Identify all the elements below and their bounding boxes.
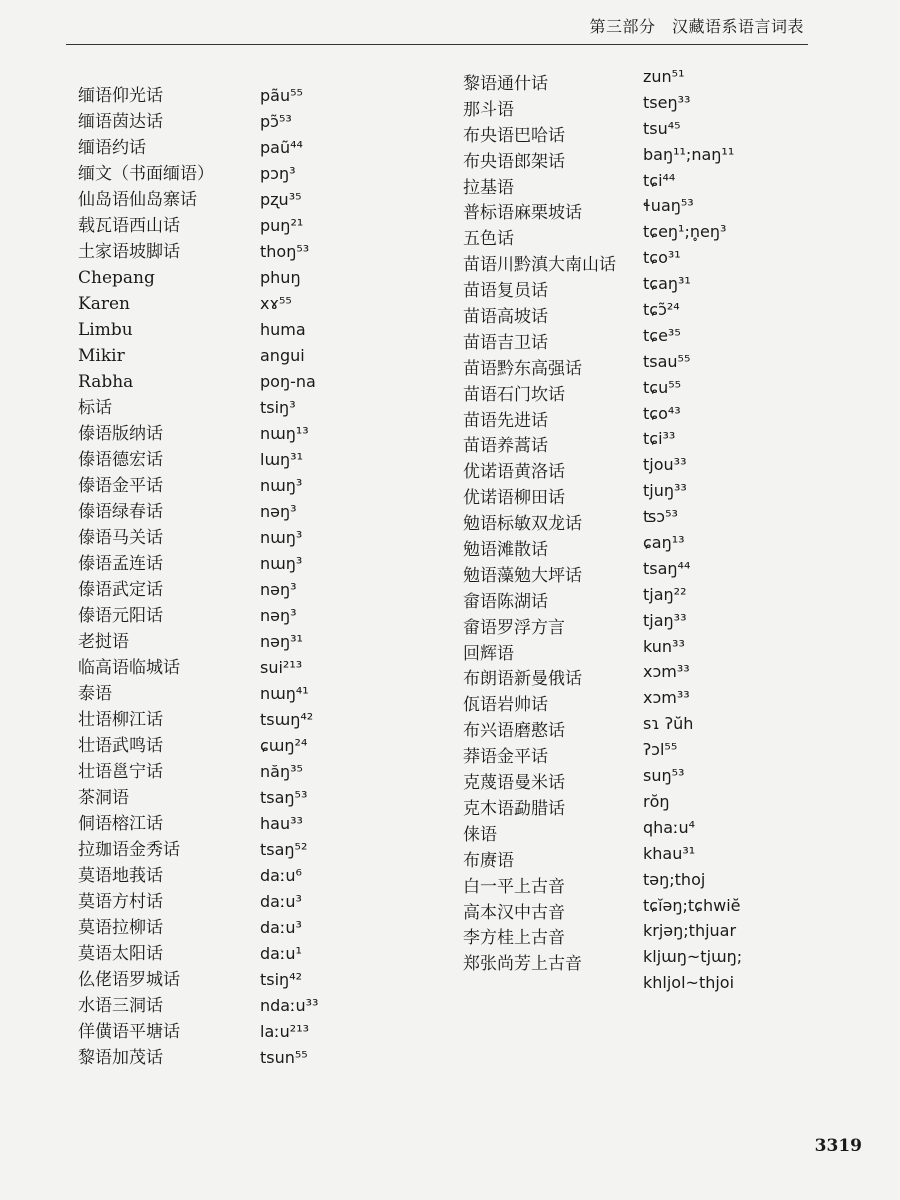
word-form: ɕɯŋ²⁴	[260, 736, 308, 755]
word-form: kun³³	[643, 636, 685, 656]
word-form: tsiŋ⁴²	[260, 970, 303, 989]
word-form: zun⁵¹	[643, 67, 685, 86]
word-form: năŋ³⁵	[260, 762, 303, 781]
language-name: 苗语复员话	[463, 281, 548, 302]
word-form: tɕe³⁵	[643, 325, 681, 345]
word-form: tɕu⁵⁵	[643, 377, 682, 397]
language-name: 缅语仰光话	[78, 86, 163, 106]
language-name: 普标语麻栗坡话	[463, 203, 582, 224]
language-name: 傣语金平话	[78, 476, 163, 496]
language-name: 苗语养蒿话	[463, 436, 548, 457]
word-form: kljɯŋ~tjɯŋ;	[643, 947, 743, 967]
language-name: 黎语通什话	[463, 74, 548, 94]
language-name: 那斗语	[463, 99, 514, 120]
word-form: sɿ ʔŭh	[643, 714, 694, 734]
language-name: 黎语加茂话	[78, 1048, 163, 1068]
word-form: phuŋ	[260, 268, 301, 287]
language-name: 仙岛语仙岛寨话	[78, 190, 197, 210]
language-name: 土家语坡脚话	[78, 242, 180, 262]
word-form: nəŋ³	[260, 580, 297, 599]
language-name: Rabha	[78, 372, 134, 392]
word-form: rŏŋ	[643, 791, 670, 811]
word-form: ndaːu³³	[260, 996, 319, 1015]
language-name: 郑张尚芳上古音	[463, 954, 582, 975]
language-name: Karen	[78, 294, 130, 314]
word-form: tjaŋ²²	[643, 584, 687, 604]
language-name: 勉语标敏双龙话	[463, 514, 582, 535]
language-name: 苗语黔东高强话	[463, 358, 582, 379]
language-name: 缅语茵达话	[78, 112, 163, 132]
language-name: 莫语太阳话	[78, 944, 163, 964]
word-form: puŋ²¹	[260, 216, 304, 235]
word-form: daːu³	[260, 918, 302, 937]
word-form: laːu²¹³	[260, 1022, 310, 1041]
running-header: 第三部分 汉藏语系语言词表	[589, 17, 804, 36]
language-name: 傣语孟连话	[78, 554, 163, 574]
word-form: tɕaŋ³¹	[643, 274, 691, 294]
language-name: 白一平上古音	[463, 876, 565, 897]
language-name: 莫语地莪话	[78, 866, 163, 886]
language-name: 克木语勐腊话	[463, 798, 565, 819]
word-form: khljol~thjoi	[643, 973, 735, 993]
language-name: 茶洞语	[78, 788, 129, 808]
word-form: nɯŋ³	[260, 528, 303, 547]
word-form: tsaŋ⁵²	[260, 840, 308, 859]
language-name: 傣语版纳话	[78, 424, 163, 444]
word-form: tɕi³³	[643, 429, 676, 449]
word-form: ʦɔ⁵³	[643, 507, 678, 527]
word-form: tsu⁴⁵	[643, 118, 681, 138]
language-name: 佯僙语平塘话	[78, 1022, 180, 1042]
language-name: 高本汉中古音	[463, 902, 565, 923]
language-name: 拉珈语金秀话	[78, 840, 180, 860]
word-form: tɕi⁴⁴	[643, 170, 676, 190]
language-name: 优诺语柳田话	[463, 488, 565, 509]
word-form: tɕĭəŋ;tɕhwiĕ	[643, 895, 741, 915]
header-rule	[66, 44, 808, 45]
word-form: khau³¹	[643, 843, 696, 863]
word-form: thoŋ⁵³	[260, 242, 310, 261]
language-name: 苗语先进话	[463, 410, 548, 431]
language-name: 俫语	[463, 824, 497, 845]
language-name: 临高语临城话	[78, 658, 180, 678]
language-name: 布央语郎架话	[463, 151, 565, 172]
word-form: ɬuaŋ⁵³	[643, 196, 694, 216]
word-form: nɯŋ³	[260, 554, 303, 573]
word-form: tɕo⁴³	[643, 403, 681, 423]
word-form: tjuŋ³³	[643, 481, 687, 501]
word-form: tsɯŋ⁴²	[260, 710, 314, 729]
word-form: pãu⁵⁵	[260, 86, 303, 105]
language-name: 老挝语	[78, 632, 129, 652]
word-form: baŋ¹¹;naŋ¹¹	[643, 144, 735, 164]
word-form: tɕo³¹	[643, 248, 681, 268]
word-form: tsaŋ⁴⁴	[643, 558, 691, 578]
language-name: 莫语拉柳话	[78, 918, 163, 938]
language-name: 李方桂上古音	[463, 928, 565, 949]
language-name: 克蔑语曼米话	[463, 773, 565, 794]
word-form: pɔŋ³	[260, 164, 296, 183]
language-name: 莽语金平话	[463, 747, 548, 768]
word-form: xɤ⁵⁵	[260, 294, 292, 313]
language-name: 回辉语	[463, 643, 514, 664]
language-name: 壮语柳江话	[78, 710, 163, 730]
language-name: 侗语榕江话	[78, 814, 163, 834]
word-form: tseŋ³³	[643, 92, 691, 112]
language-name: 畲语罗浮方言	[463, 617, 565, 638]
word-form: nəŋ³¹	[260, 632, 303, 651]
language-name: 苗语高坡话	[463, 307, 548, 328]
language-name: 优诺语黄洛话	[463, 462, 565, 483]
language-name: 缅语约话	[78, 138, 146, 158]
word-form: pɔ̃⁵³	[260, 112, 292, 131]
word-form: huma	[260, 320, 306, 339]
language-name: 五色话	[463, 229, 514, 250]
language-name: 苗语吉卫话	[463, 332, 548, 353]
word-form: pʐu³⁵	[260, 190, 302, 209]
word-form: xɔm³³	[643, 688, 690, 708]
language-name: 仫佬语罗城话	[78, 970, 180, 990]
word-form: nəŋ³	[260, 502, 297, 521]
word-form: hau³³	[260, 814, 303, 833]
language-name: 佤语岩帅话	[463, 695, 548, 716]
language-name: 傣语武定话	[78, 580, 163, 600]
word-form: tɕeŋ¹;n̥eŋ³	[643, 222, 727, 242]
word-form: poŋ-na	[260, 372, 316, 391]
language-name: 布朗语新曼俄话	[463, 669, 582, 690]
language-name: 傣语马关话	[78, 528, 163, 548]
language-name: 布赓语	[463, 850, 514, 871]
word-form: tsaŋ⁵³	[260, 788, 308, 807]
language-name: 布央语巴哈话	[463, 125, 565, 146]
word-form: suŋ⁵³	[643, 766, 685, 786]
word-form: ʔɔl⁵⁵	[643, 740, 678, 760]
word-form: daːu¹	[260, 944, 302, 963]
language-name: 傣语德宏话	[78, 450, 163, 470]
language-name: Mikir	[78, 346, 125, 366]
word-form: tsun⁵⁵	[260, 1048, 308, 1067]
language-name: 载瓦语西山话	[78, 216, 180, 236]
language-name: Limbu	[78, 320, 133, 340]
word-form: tsiŋ³	[260, 398, 296, 417]
word-form: xɔm³³	[643, 662, 690, 682]
word-form: ɕaŋ¹³	[643, 533, 685, 553]
language-name: 泰语	[78, 684, 112, 704]
language-name: 畲语陈湖话	[463, 591, 548, 612]
language-name: 缅文（书面缅语）	[78, 164, 214, 184]
word-form: nɯŋ³	[260, 476, 303, 495]
word-form: lɯŋ³¹	[260, 450, 303, 469]
language-name: 标话	[78, 398, 112, 418]
word-form: nɯŋ⁴¹	[260, 684, 309, 703]
word-form: tjaŋ³³	[643, 610, 687, 630]
word-form: krjəŋ;thjuar	[643, 921, 737, 941]
language-name: 苗语川黔滇大南山话	[463, 255, 616, 276]
word-form: daːu⁶	[260, 866, 302, 885]
language-name: 苗语石门坎话	[463, 384, 565, 405]
language-name: 勉语藻勉大坪话	[463, 565, 582, 586]
word-form: tɕɔ̃²⁴	[643, 300, 680, 320]
word-form: nəŋ³	[260, 606, 297, 625]
word-form: paũ⁴⁴	[260, 138, 303, 157]
language-name: 莫语方村话	[78, 892, 163, 912]
word-form: sui²¹³	[260, 658, 303, 677]
language-name: 勉语滩散话	[463, 540, 548, 561]
language-name: 壮语武鸣话	[78, 736, 163, 756]
word-form: tjou³³	[643, 455, 687, 475]
language-name: 傣语绿春话	[78, 502, 163, 522]
language-name: 拉基语	[463, 177, 514, 198]
word-form: angui	[260, 346, 305, 365]
word-form: qhaːu⁴	[643, 817, 696, 837]
word-form: tsau⁵⁵	[643, 351, 691, 371]
page-number: 3319	[814, 1136, 862, 1156]
word-form: daːu³	[260, 892, 302, 911]
language-name: 壮语邕宁话	[78, 762, 163, 782]
language-name: 傣语元阳话	[78, 606, 163, 626]
language-name: 水语三洞话	[78, 996, 163, 1016]
word-form: nɯŋ¹³	[260, 424, 309, 443]
language-name: Chepang	[78, 268, 155, 288]
language-name: 布兴语磨憨话	[463, 721, 565, 742]
word-form: təŋ;thoj	[643, 869, 706, 889]
